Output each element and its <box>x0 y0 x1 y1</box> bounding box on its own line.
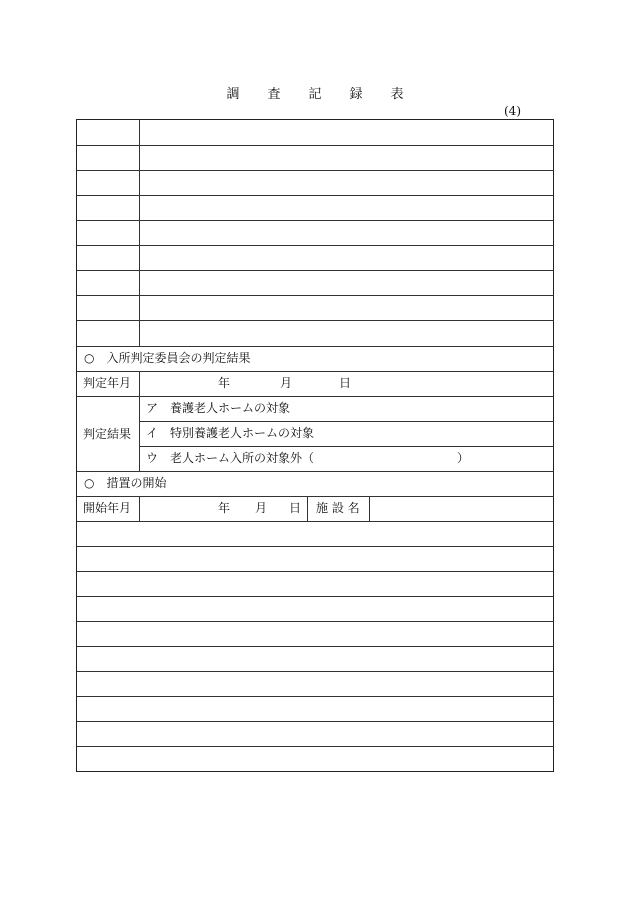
label-column-divider <box>139 496 140 521</box>
title-char: 録 <box>349 87 363 102</box>
row-divider <box>77 371 554 372</box>
judgment-option-i: イ 特別養護老人ホームの対象 <box>146 426 315 440</box>
row-divider <box>77 596 554 597</box>
judgment-option-a: ア 養護老人ホームの対象 <box>146 401 291 415</box>
row-divider <box>77 220 554 221</box>
row-divider <box>77 170 554 171</box>
record-form <box>76 119 554 772</box>
judgment-option-u-close: ） <box>457 451 470 465</box>
label-column-divider <box>139 120 140 346</box>
row-divider <box>77 270 554 271</box>
row-divider <box>77 546 554 547</box>
row-divider <box>77 245 554 246</box>
row-divider <box>77 621 554 622</box>
row-divider <box>77 496 554 497</box>
row-divider <box>77 396 554 397</box>
row-divider <box>77 696 554 697</box>
facility-name-label: 施 設 名 <box>316 501 360 515</box>
row-divider <box>77 721 554 722</box>
row-divider <box>77 746 554 747</box>
start-day-unit: 日 <box>289 501 302 515</box>
title-char: 査 <box>267 87 281 102</box>
row-divider <box>77 195 554 196</box>
row-divider <box>77 346 554 347</box>
column-divider <box>369 496 370 521</box>
start-month-unit: 月 <box>255 501 268 515</box>
row-divider <box>77 671 554 672</box>
title-char: 表 <box>390 87 404 102</box>
judgment-date-label: 判定年月 <box>83 376 132 390</box>
title-char: 記 <box>308 87 322 102</box>
row-divider <box>77 295 554 296</box>
section-heading-judgment: ○ 入所判定委員会の判定結果 <box>84 351 251 365</box>
column-divider <box>307 496 308 521</box>
row-divider <box>77 646 554 647</box>
page-number: (4) <box>504 104 521 118</box>
form-title <box>0 83 630 102</box>
title-char: 調 <box>226 87 240 102</box>
row-divider <box>77 571 554 572</box>
judgment-result-label: 判定結果 <box>83 427 132 441</box>
start-year-unit: 年 <box>218 501 231 515</box>
judgment-option-u: ウ 老人ホーム入所の対象外（ <box>146 451 315 465</box>
row-divider <box>77 320 554 321</box>
row-divider <box>139 446 554 447</box>
row-divider <box>77 145 554 146</box>
judgment-day-unit: 日 <box>339 376 352 390</box>
judgment-month-unit: 月 <box>280 376 293 390</box>
section-heading-measure: ○ 措置の開始 <box>84 476 167 490</box>
start-date-label: 開始年月 <box>83 501 132 515</box>
judgment-year-unit: 年 <box>218 376 231 390</box>
row-divider <box>77 471 554 472</box>
row-divider <box>77 521 554 522</box>
row-divider <box>139 421 554 422</box>
